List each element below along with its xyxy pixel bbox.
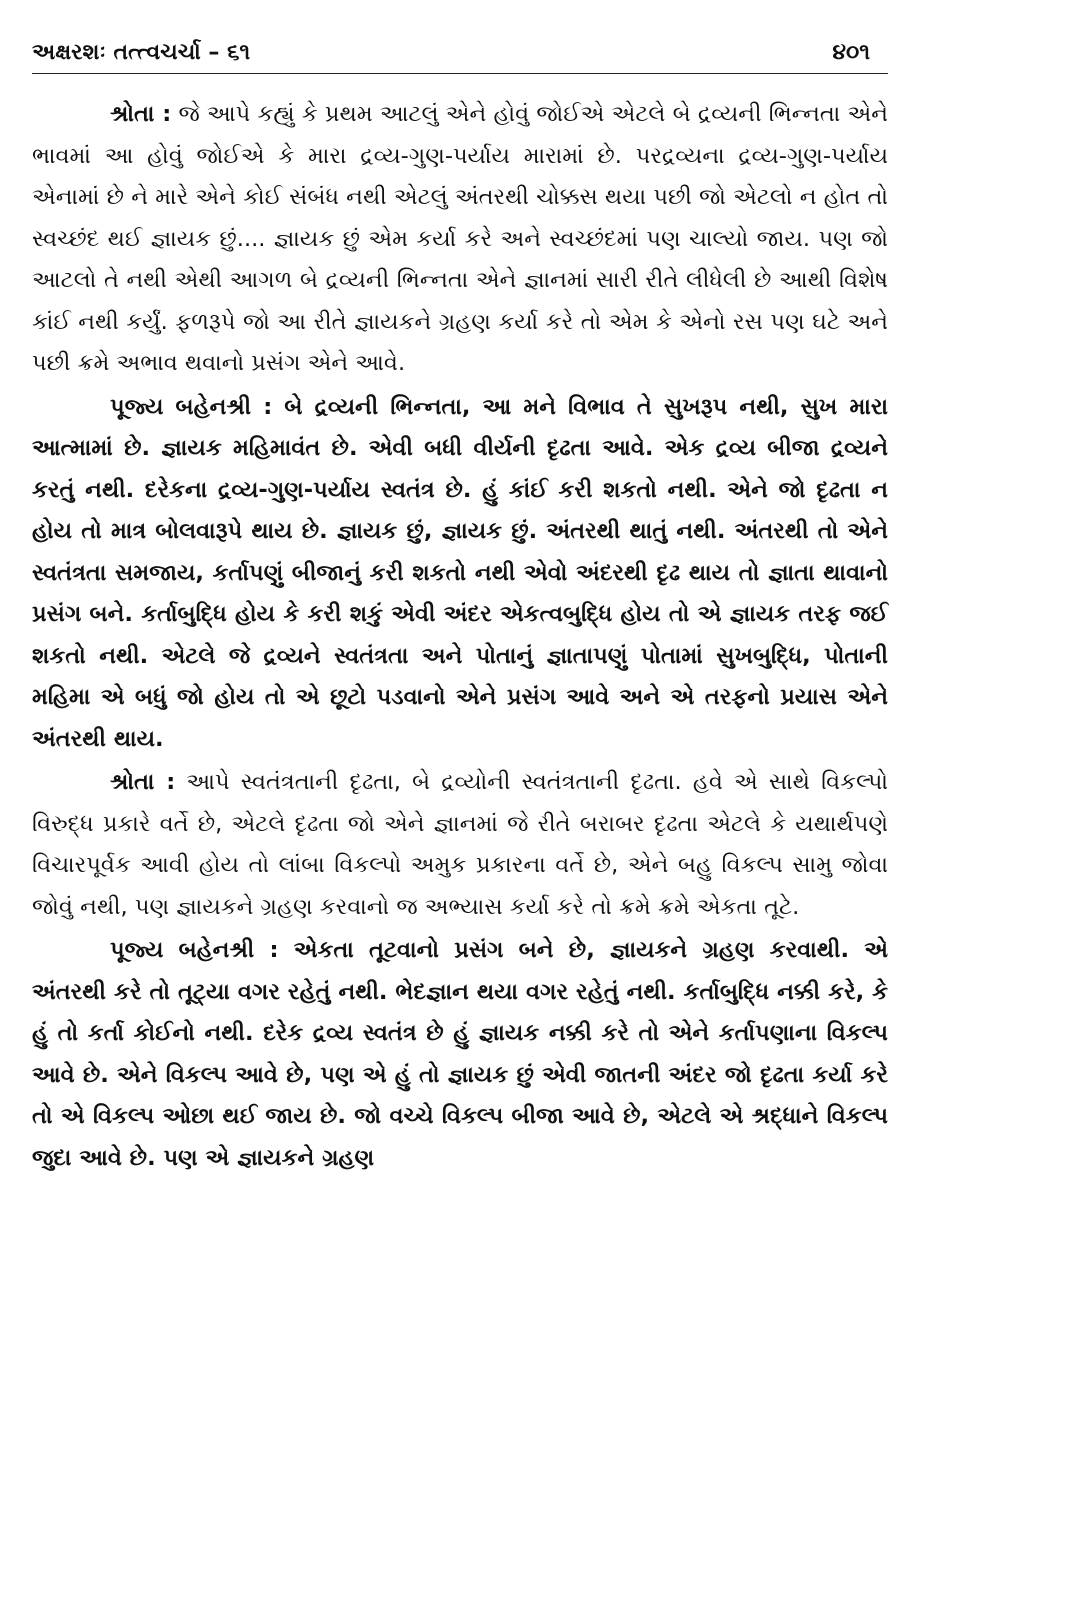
speaker-label: શ્રોતા : [110,101,172,127]
paragraph-listener-1 [32,94,888,385]
speaker-label: પૂજ્ય બહેનશ્રી : [110,393,273,420]
paragraph-text: આપે સ્વતંત્રતાની દૃઢતા, બે દ્રવ્યોની સ્વતંત્રતાની દૃઢતા. હવે એ સાથે વિકલ્પો વિરુદ્ધ પ્રકારે વર્તે છે, એટલે દૃઢતા જો એને જ્ઞાનમાં જે રીતે બરાબર દૃઢતા એટલે કે યથાર્થપણે વિચારપૂર્વક આવી હોય તો લાંબા વિકલ્પો અમુક પ્રકારના વર્તે છે, એને બહુ વિકલ્પ સામુ જોવા જોવું નથી, પણ જ્ઞાયકને ગ્રહણ કરવાનો જ અભ્યાસ કર્યા કરે તો ક્રમે ક્રમે એકતા તૂટે. [32,769,888,920]
paragraph-text: જે આપે કહ્યું કે પ્રથમ આટલું એને હોવું જોઈએ એટલે બે દ્રવ્યની ભિન્નતા એને ભાવમાં આ હોવું જોઈએ કે મારા દ્રવ્ય-ગુણ-પર્યાય મારામાં છે. પરદ્રવ્યના દ્રવ્ય-ગુણ-પર્યાય એનામાં છે ને મારે એને કોઈ સંબંધ નથી એટલું અંતરથી ચોક્કસ થયા પછી જો એટલો ન હોત તો સ્વચ્છંદ થઈ જ્ઞાયક છું.... જ્ઞાયક છું એમ કર્યા કરે અને સ્વચ્છંદમાં પણ ચાલ્યો જાય. પણ જો આટલો તે નથી એથી આગળ બે દ્રવ્યની ભિન્નતા એને જ્ઞાનમાં સારી રીતે લીધેલી છે આથી વિશેષ કાંઈ નથી કર્યું. ફળરૂપે જો આ રીતે જ્ઞાયકને ગ્રહણ કર્યા કરે તો એમ કે એનો રસ પણ ઘટે અને પછી ક્રમે અભાવ થવાનો પ્રસંગ એને આવે. [32,101,888,376]
book-page [32,40,888,1181]
paragraph-listener-2 [32,762,888,928]
paragraph-text: એકતા તૂટવાનો પ્રસંગ બને છે, જ્ઞાયકને ગ્રહણ કરવાથી. એ અંતરથી કરે તો તૂટ્યા વગર રહેતું નથી. ભેદજ્ઞાન થયા વગર રહેતું નથી. કર્તાબુદ્ધિ નક્કી કરે, કે હું તો કર્તા કોઈનો નથી. દરેક દ્રવ્ય સ્વતંત્ર છે હું જ્ઞાયક નક્કી કરે તો એને કર્તાપણાના વિકલ્પ આવે છે. એને વિકલ્પ આવે છે, પણ એ હું તો જ્ઞાયક છું એવી જાતની અંદર જો દૃઢતા કર્યા કરે તો એ વિકલ્પ ઓછા થઈ જાય છે. જો વચ્ચે વિકલ્પ બીજા આવે છે, એટલે એ શ્રદ્ધાને વિકલ્પ જુદા આવે છે. પણ એ જ્ઞાયકને ગ્રહણ [32,937,889,1171]
page-number: ૪૦૧ [832,40,870,65]
running-title: અક્ષરશઃ તત્ત્વચર્ચા – ૬૧ [32,40,251,65]
speaker-label: શ્રોતા : [110,769,176,795]
paragraph-behenshri-1 [32,387,888,761]
speaker-label: પૂજ્ય બહેનશ્રી : [110,937,279,963]
paragraph-behenshri-2 [32,930,888,1179]
paragraph-text: બે દ્રવ્યની ભિન્નતા, આ મને વિભાવ તે સુખરૂપ નથી, સુખ મારા આત્મામાં છે. જ્ઞાયક મહિમાવંત છે. એવી બધી વીર્યની દૃઢતા આવે. એક દ્રવ્ય બીજા દ્રવ્યને કરતું નથી. દરેકના દ્રવ્ય-ગુણ-પર્યાય સ્વતંત્ર છે. હું કાંઈ કરી શકતો નથી. એને જો દૃઢતા ન હોય તો માત્ર બોલવારૂપે થાય છે. જ્ઞાયક છું, જ્ઞાયક છું. અંતરથી થાતું નથી. અંતરથી તો એને સ્વતંત્રતા સમજાય, કર્તાપણું બીજાનું કરી શકતો નથી એવો અંદરથી દૃઢ થાય તો જ્ઞાતા થાવાનો પ્રસંગ બને. કર્તાબુદ્ધિ હોય કે કરી શકું એવી અંદર એકત્વબુદ્ધિ હોય તો એ જ્ઞાયક તરફ જઈ શકતો નથી. એટલે જે દ્રવ્યને સ્વતંત્રતા અને પોતાનું જ્ઞાતાપણું પોતામાં સુખબુદ્ધિ, પોતાની મહિમા એ બધું જો હોય તો એ છૂટો પડવાનો એને પ્રસંગ આવે અને એ તરફનો પ્રયાસ એને અંતરથી થાય. [32,393,888,752]
running-header [32,40,888,74]
body-text [32,94,888,1179]
